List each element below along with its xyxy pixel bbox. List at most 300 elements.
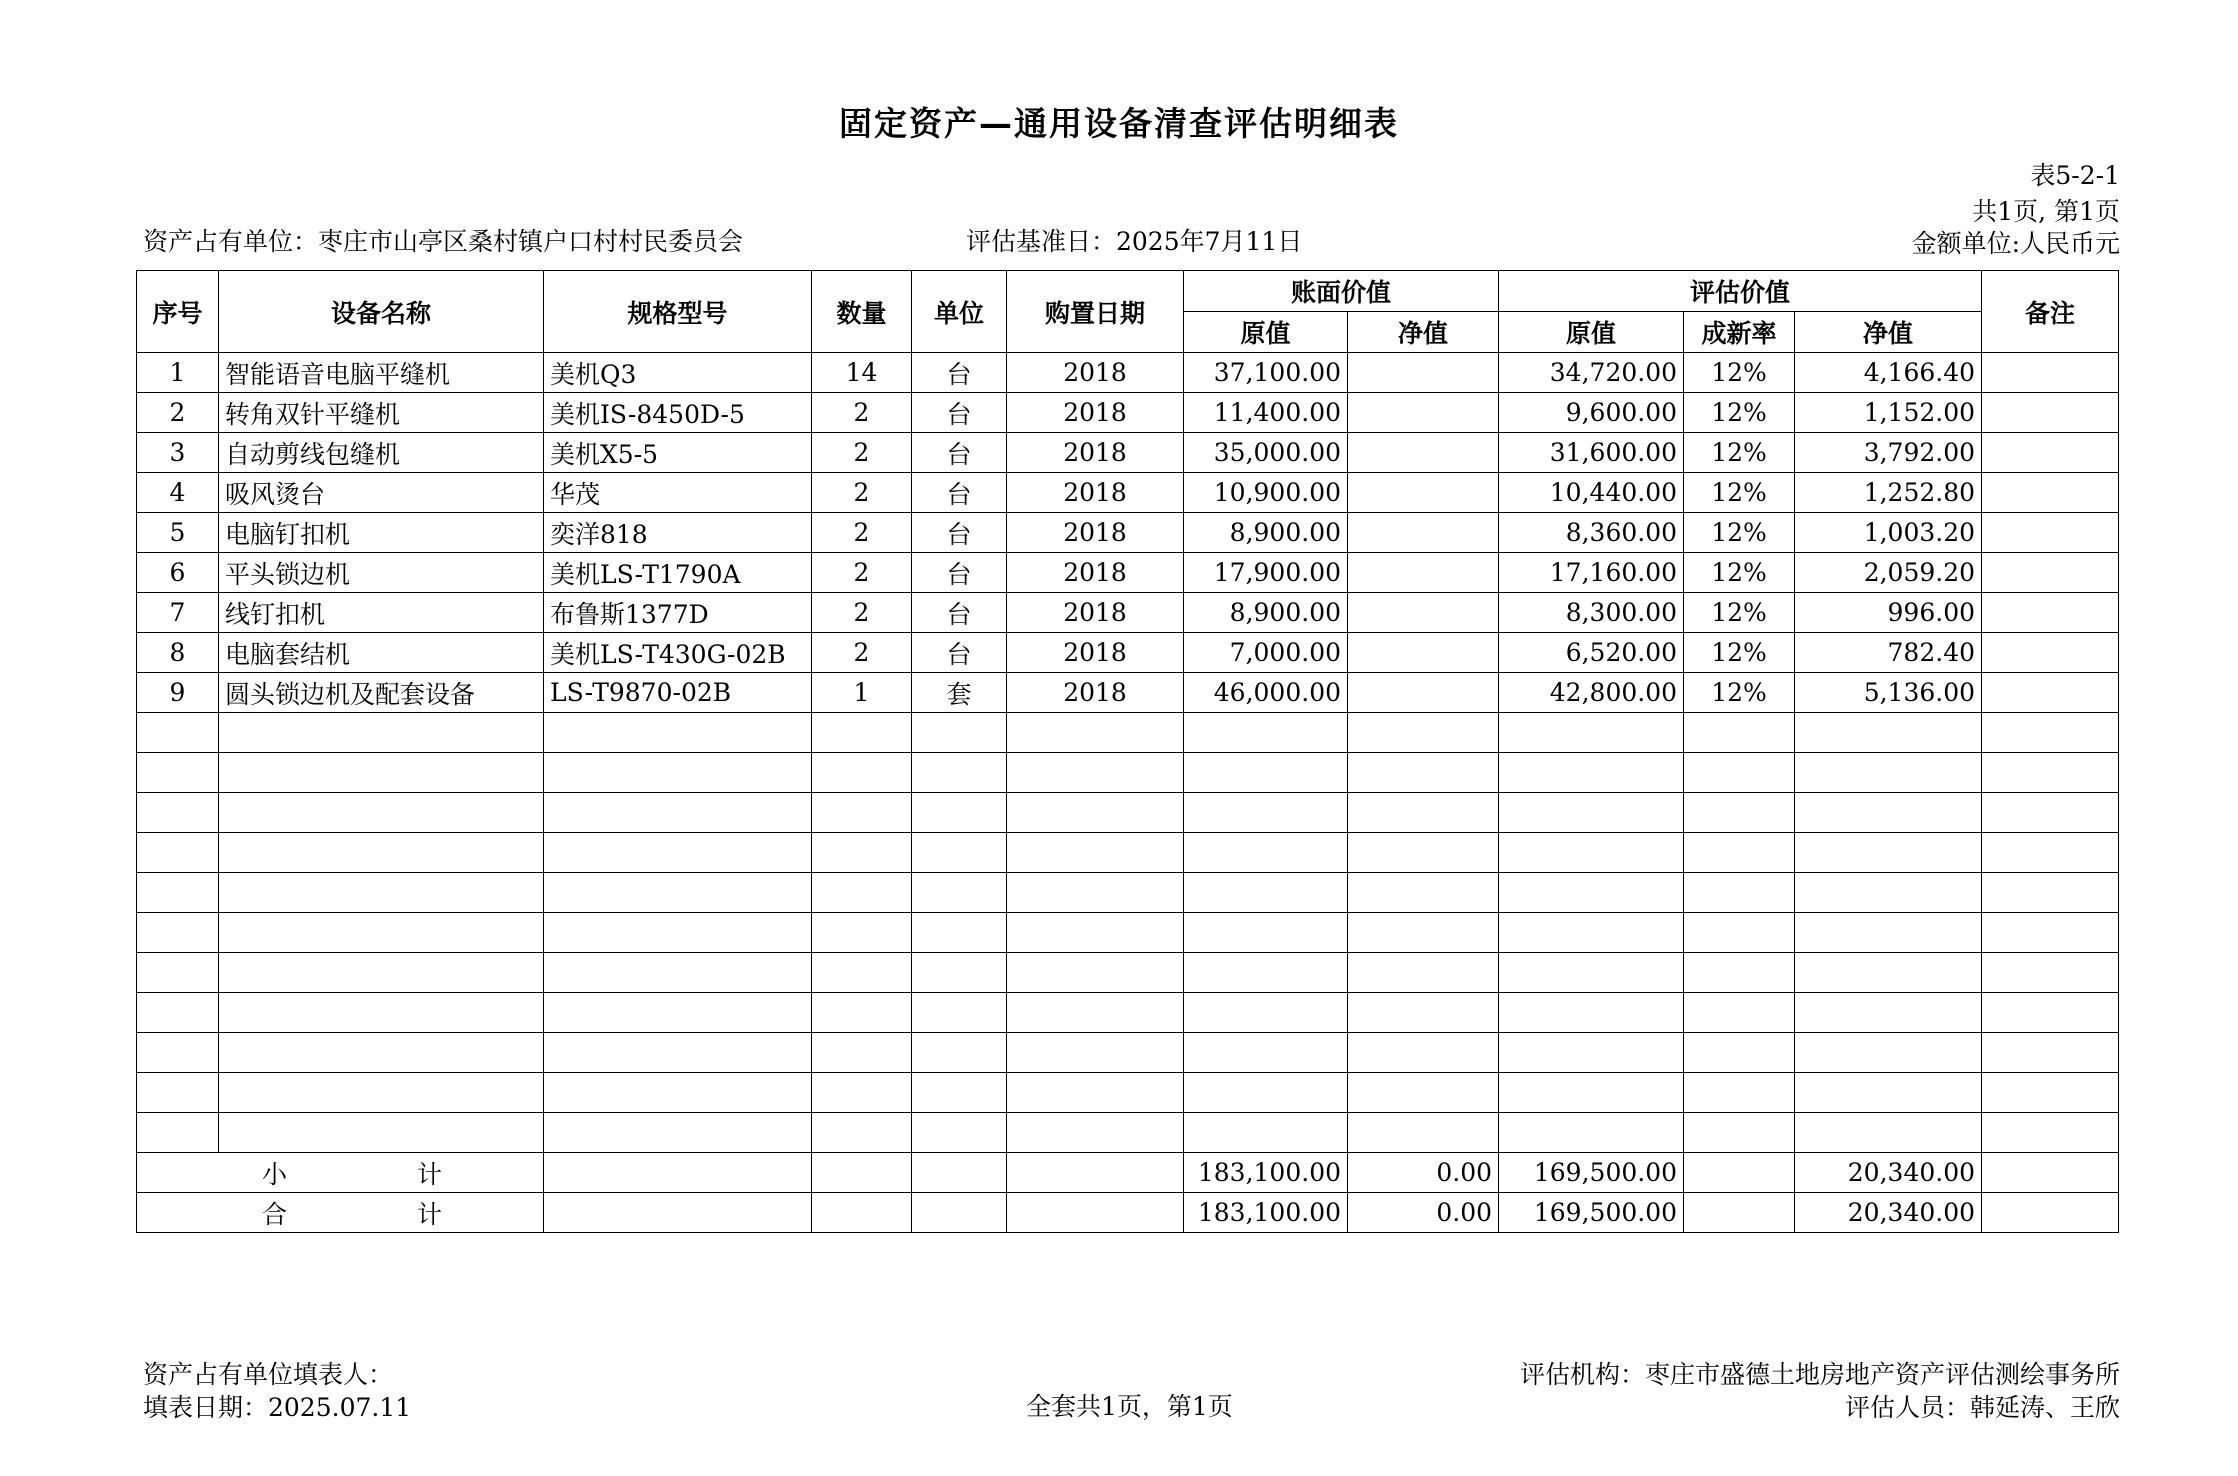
header-qty: 数量 xyxy=(812,271,912,353)
cell-book-net xyxy=(1348,353,1499,393)
cell-name xyxy=(219,1113,544,1153)
cell-date xyxy=(1007,713,1184,753)
cell-unit: 台 xyxy=(912,553,1007,593)
cell-rate xyxy=(1684,833,1795,873)
table-row xyxy=(137,593,2119,633)
cell-eval-net: 3,792.00 xyxy=(1795,433,1982,473)
cell-name: 自动剪线包缝机 xyxy=(219,433,544,473)
cell-qty xyxy=(812,993,912,1033)
cell-remark xyxy=(1982,513,2119,553)
cell-book-net xyxy=(1348,673,1499,713)
cell-name: 智能语音电脑平缝机 xyxy=(219,353,544,393)
total-remark xyxy=(1982,1193,2119,1233)
cell-seq xyxy=(137,913,219,953)
subtotal-label-b: 计 xyxy=(416,1159,442,1189)
cell-rate: 12% xyxy=(1684,433,1795,473)
cell-model: 奕洋818 xyxy=(544,513,812,553)
cell-rate xyxy=(1684,993,1795,1033)
cell-qty: 2 xyxy=(812,473,912,513)
cell-remark xyxy=(1982,1033,2119,1073)
header-purchase-date: 购置日期 xyxy=(1007,271,1184,353)
cell-unit xyxy=(912,913,1007,953)
total-label-a: 合 xyxy=(262,1199,288,1229)
cell-eval-net: 1,252.80 xyxy=(1795,473,1982,513)
cell-eval-original: 34,720.00 xyxy=(1499,353,1684,393)
cell-unit xyxy=(912,953,1007,993)
subtotal-date xyxy=(1007,1153,1184,1193)
cell-qty xyxy=(812,753,912,793)
cell-date xyxy=(1007,833,1184,873)
cell-seq xyxy=(137,1113,219,1153)
cell-qty: 1 xyxy=(812,673,912,713)
subtotal-remark xyxy=(1982,1153,2119,1193)
cell-eval-original: 8,300.00 xyxy=(1499,593,1684,633)
cell-qty: 2 xyxy=(812,553,912,593)
total-date xyxy=(1007,1193,1184,1233)
cell-remark xyxy=(1982,433,2119,473)
cell-model xyxy=(544,1033,812,1073)
cell-eval-original xyxy=(1499,1113,1684,1153)
cell-remark xyxy=(1982,833,2119,873)
page-title: 固定资产—通用设备清查评估明细表 xyxy=(839,104,1399,143)
cell-model xyxy=(544,993,812,1033)
cell-rate: 12% xyxy=(1684,553,1795,593)
cell-unit: 台 xyxy=(912,593,1007,633)
cell-model xyxy=(544,953,812,993)
cell-date: 2018 xyxy=(1007,473,1184,513)
cell-book-original xyxy=(1184,953,1348,993)
cell-eval-original: 31,600.00 xyxy=(1499,433,1684,473)
cell-qty: 2 xyxy=(812,393,912,433)
cell-book-net xyxy=(1348,953,1499,993)
total-row xyxy=(137,1193,2119,1233)
cell-qty: 2 xyxy=(812,433,912,473)
cell-book-original: 8,900.00 xyxy=(1184,513,1348,553)
cell-book-original xyxy=(1184,753,1348,793)
cell-seq: 3 xyxy=(137,433,219,473)
cell-book-net xyxy=(1348,913,1499,953)
cell-book-original xyxy=(1184,913,1348,953)
cell-unit: 台 xyxy=(912,353,1007,393)
cell-unit xyxy=(912,1113,1007,1153)
cell-seq: 9 xyxy=(137,673,219,713)
table-row-empty xyxy=(137,953,2119,993)
cell-eval-net xyxy=(1795,993,1982,1033)
header-book-original: 原值 xyxy=(1184,312,1348,353)
cell-eval-original xyxy=(1499,993,1684,1033)
cell-rate: 12% xyxy=(1684,393,1795,433)
total-label xyxy=(137,1193,544,1233)
cell-model xyxy=(544,713,812,753)
base-date: 评估基准日：2025年7月11日 xyxy=(966,227,1303,256)
cell-rate: 12% xyxy=(1684,473,1795,513)
cell-eval-net xyxy=(1795,913,1982,953)
cell-seq xyxy=(137,793,219,833)
table-row xyxy=(137,513,2119,553)
cell-qty: 2 xyxy=(812,593,912,633)
cell-model: 美机LS-T1790A xyxy=(544,553,812,593)
table-body xyxy=(137,353,2119,1153)
cell-remark xyxy=(1982,953,2119,993)
cell-date: 2018 xyxy=(1007,633,1184,673)
cell-eval-original xyxy=(1499,753,1684,793)
cell-date xyxy=(1007,993,1184,1033)
cell-remark xyxy=(1982,713,2119,753)
cell-qty: 2 xyxy=(812,513,912,553)
header-row-top xyxy=(137,271,2119,312)
cell-remark xyxy=(1982,393,2119,433)
cell-date: 2018 xyxy=(1007,433,1184,473)
cell-rate xyxy=(1684,1113,1795,1153)
asset-table xyxy=(136,270,2119,1233)
fill-date-text: 填表日期：2025.07.11 xyxy=(143,1393,412,1422)
filler-label: 资产占有单位填表人： xyxy=(143,1360,394,1389)
total-book-original: 183,100.00 xyxy=(1184,1193,1348,1233)
set-pages: 全套共1页，第1页 xyxy=(1026,1392,1233,1421)
table-row xyxy=(137,673,2119,713)
cell-date xyxy=(1007,793,1184,833)
header-book-value: 账面价值 xyxy=(1184,271,1499,312)
cell-seq: 5 xyxy=(137,513,219,553)
header-model: 规格型号 xyxy=(544,271,812,353)
cell-eval-net xyxy=(1795,953,1982,993)
cell-model: 美机X5-5 xyxy=(544,433,812,473)
cell-name xyxy=(219,1073,544,1113)
cell-remark xyxy=(1982,913,2119,953)
cell-name: 转角双针平缝机 xyxy=(219,393,544,433)
header-remark: 备注 xyxy=(1982,271,2119,353)
cell-eval-net xyxy=(1795,713,1982,753)
cell-book-net xyxy=(1348,593,1499,633)
subtotal-qty xyxy=(812,1153,912,1193)
cell-rate: 12% xyxy=(1684,593,1795,633)
cell-eval-original xyxy=(1499,953,1684,993)
subtotal-row xyxy=(137,1153,2119,1193)
cell-remark xyxy=(1982,673,2119,713)
cell-book-net xyxy=(1348,833,1499,873)
cell-name: 电脑钉扣机 xyxy=(219,513,544,553)
cell-seq xyxy=(137,833,219,873)
cell-model: 布鲁斯1377D xyxy=(544,593,812,633)
cell-name: 线钉扣机 xyxy=(219,593,544,633)
total-model xyxy=(544,1193,812,1233)
cell-unit xyxy=(912,1073,1007,1113)
header-book-net: 净值 xyxy=(1348,312,1499,353)
table-row xyxy=(137,393,2119,433)
table-row-empty xyxy=(137,793,2119,833)
cell-seq xyxy=(137,1073,219,1113)
subtotal-eval-net: 20,340.00 xyxy=(1795,1153,1982,1193)
total-eval-net: 20,340.00 xyxy=(1795,1193,1982,1233)
cell-book-net xyxy=(1348,473,1499,513)
cell-eval-net: 1,003.20 xyxy=(1795,513,1982,553)
cell-name xyxy=(219,913,544,953)
cell-seq xyxy=(137,713,219,753)
cell-eval-original: 42,800.00 xyxy=(1499,673,1684,713)
total-eval-original: 169,500.00 xyxy=(1499,1193,1684,1233)
cell-seq xyxy=(137,993,219,1033)
table-row-empty xyxy=(137,753,2119,793)
cell-remark xyxy=(1982,553,2119,593)
table-row-empty xyxy=(137,833,2119,873)
currency-unit: 金额单位:人民币元 xyxy=(1911,229,2120,258)
cell-eval-original xyxy=(1499,873,1684,913)
cell-rate xyxy=(1684,713,1795,753)
cell-name: 平头锁边机 xyxy=(219,553,544,593)
cell-qty xyxy=(812,793,912,833)
cell-name xyxy=(219,953,544,993)
table-row-empty xyxy=(137,713,2119,753)
cell-name xyxy=(219,713,544,753)
cell-book-net xyxy=(1348,1033,1499,1073)
cell-book-net xyxy=(1348,1113,1499,1153)
cell-qty xyxy=(812,1113,912,1153)
cell-model: 美机LS-T430G-02B xyxy=(544,633,812,673)
cell-model xyxy=(544,873,812,913)
cell-book-original: 11,400.00 xyxy=(1184,393,1348,433)
cell-book-net xyxy=(1348,513,1499,553)
cell-name xyxy=(219,793,544,833)
cell-date: 2018 xyxy=(1007,553,1184,593)
header-unit: 单位 xyxy=(912,271,1007,353)
cell-rate xyxy=(1684,873,1795,913)
cell-book-net xyxy=(1348,553,1499,593)
cell-qty xyxy=(812,913,912,953)
cell-book-original: 7,000.00 xyxy=(1184,633,1348,673)
cell-remark xyxy=(1982,473,2119,513)
cell-date: 2018 xyxy=(1007,353,1184,393)
total-label-b: 计 xyxy=(416,1199,442,1229)
cell-name xyxy=(219,873,544,913)
cell-unit: 台 xyxy=(912,473,1007,513)
subtotal-rate xyxy=(1684,1153,1795,1193)
cell-book-original: 10,900.00 xyxy=(1184,473,1348,513)
total-qty xyxy=(812,1193,912,1233)
cell-seq xyxy=(137,873,219,913)
cell-book-original xyxy=(1184,1033,1348,1073)
total-book-net: 0.00 xyxy=(1348,1193,1499,1233)
subtotal-unit xyxy=(912,1153,1007,1193)
table-row-empty xyxy=(137,1113,2119,1153)
cell-book-net xyxy=(1348,873,1499,913)
cell-name xyxy=(219,753,544,793)
cell-remark xyxy=(1982,353,2119,393)
subtotal-model xyxy=(544,1153,812,1193)
cell-eval-net xyxy=(1795,873,1982,913)
cell-eval-original: 6,520.00 xyxy=(1499,633,1684,673)
table-row-empty xyxy=(137,993,2119,1033)
cell-rate: 12% xyxy=(1684,673,1795,713)
cell-book-original xyxy=(1184,993,1348,1033)
cell-book-original xyxy=(1184,1073,1348,1113)
table-row-empty xyxy=(137,913,2119,953)
cell-unit: 台 xyxy=(912,513,1007,553)
cell-rate xyxy=(1684,1073,1795,1113)
cell-remark xyxy=(1982,793,2119,833)
cell-eval-original: 17,160.00 xyxy=(1499,553,1684,593)
cell-eval-net xyxy=(1795,1113,1982,1153)
cell-eval-original xyxy=(1499,713,1684,753)
cell-unit xyxy=(912,993,1007,1033)
cell-seq: 7 xyxy=(137,593,219,633)
cell-rate: 12% xyxy=(1684,633,1795,673)
cell-rate: 12% xyxy=(1684,353,1795,393)
cell-model xyxy=(544,1073,812,1113)
cell-unit: 台 xyxy=(912,393,1007,433)
cell-eval-net: 782.40 xyxy=(1795,633,1982,673)
table-row-empty xyxy=(137,1033,2119,1073)
cell-date: 2018 xyxy=(1007,673,1184,713)
table-row-empty xyxy=(137,1073,2119,1113)
cell-book-original xyxy=(1184,873,1348,913)
cell-unit xyxy=(912,1033,1007,1073)
cell-qty xyxy=(812,953,912,993)
cell-eval-net xyxy=(1795,753,1982,793)
cell-book-net xyxy=(1348,753,1499,793)
table-number: 表5-2-1 xyxy=(2030,161,2120,190)
cell-model: 华茂 xyxy=(544,473,812,513)
cell-remark xyxy=(1982,753,2119,793)
header-eval-net: 净值 xyxy=(1795,312,1982,353)
cell-eval-original xyxy=(1499,913,1684,953)
agency-label: 评估机构：枣庄市盛德土地房地产资产评估测绘事务所 xyxy=(1519,1360,2120,1389)
cell-seq xyxy=(137,753,219,793)
cell-name xyxy=(219,1033,544,1073)
cell-eval-original: 8,360.00 xyxy=(1499,513,1684,553)
cell-unit xyxy=(912,793,1007,833)
total-unit xyxy=(912,1193,1007,1233)
cell-eval-net: 4,166.40 xyxy=(1795,353,1982,393)
table-row xyxy=(137,353,2119,393)
cell-book-net xyxy=(1348,1073,1499,1113)
cell-rate xyxy=(1684,1033,1795,1073)
header-eval-original: 原值 xyxy=(1499,312,1684,353)
cell-rate xyxy=(1684,953,1795,993)
cell-date xyxy=(1007,913,1184,953)
cell-rate xyxy=(1684,793,1795,833)
cell-model xyxy=(544,833,812,873)
cell-remark xyxy=(1982,593,2119,633)
cell-book-net xyxy=(1348,713,1499,753)
cell-date: 2018 xyxy=(1007,393,1184,433)
header-seq: 序号 xyxy=(137,271,219,353)
cell-model: 美机IS-8450D-5 xyxy=(544,393,812,433)
cell-model: 美机Q3 xyxy=(544,353,812,393)
cell-eval-original xyxy=(1499,793,1684,833)
cell-eval-net: 1,152.00 xyxy=(1795,393,1982,433)
cell-rate xyxy=(1684,913,1795,953)
cell-model xyxy=(544,793,812,833)
cell-eval-net xyxy=(1795,833,1982,873)
cell-eval-net xyxy=(1795,1033,1982,1073)
cell-model xyxy=(544,753,812,793)
cell-date xyxy=(1007,953,1184,993)
cell-seq: 1 xyxy=(137,353,219,393)
cell-remark xyxy=(1982,873,2119,913)
cell-remark xyxy=(1982,993,2119,1033)
cell-book-original xyxy=(1184,793,1348,833)
cell-name xyxy=(219,833,544,873)
cell-rate xyxy=(1684,753,1795,793)
total-rate xyxy=(1684,1193,1795,1233)
owner-unit: 资产占有单位：枣庄市山亭区桑村镇户口村村民委员会 xyxy=(143,227,744,256)
table-row xyxy=(137,473,2119,513)
cell-unit xyxy=(912,873,1007,913)
cell-eval-net xyxy=(1795,793,1982,833)
cell-seq: 6 xyxy=(137,553,219,593)
cell-seq: 4 xyxy=(137,473,219,513)
table-row-empty xyxy=(137,873,2119,913)
cell-book-net xyxy=(1348,993,1499,1033)
header-name: 设备名称 xyxy=(219,271,544,353)
cell-unit xyxy=(912,713,1007,753)
cell-date xyxy=(1007,1113,1184,1153)
cell-eval-net xyxy=(1795,1073,1982,1113)
cell-date xyxy=(1007,1073,1184,1113)
table-row xyxy=(137,553,2119,593)
cell-book-original: 46,000.00 xyxy=(1184,673,1348,713)
cell-remark xyxy=(1982,1113,2119,1153)
cell-eval-net: 5,136.00 xyxy=(1795,673,1982,713)
appraisers-label: 评估人员：韩延涛、王欣 xyxy=(1844,1393,2120,1422)
cell-book-net xyxy=(1348,433,1499,473)
cell-date xyxy=(1007,873,1184,913)
cell-seq xyxy=(137,953,219,993)
subtotal-eval-original: 169,500.00 xyxy=(1499,1153,1684,1193)
table-row xyxy=(137,433,2119,473)
cell-eval-original xyxy=(1499,833,1684,873)
cell-date xyxy=(1007,1033,1184,1073)
cell-book-original xyxy=(1184,833,1348,873)
cell-book-original: 8,900.00 xyxy=(1184,593,1348,633)
cell-name: 电脑套结机 xyxy=(219,633,544,673)
cell-qty xyxy=(812,1033,912,1073)
cell-eval-original xyxy=(1499,1033,1684,1073)
cell-qty xyxy=(812,713,912,753)
cell-unit: 台 xyxy=(912,433,1007,473)
cell-model xyxy=(544,913,812,953)
table-row xyxy=(137,633,2119,673)
header-eval-rate: 成新率 xyxy=(1684,312,1795,353)
header-eval-value: 评估价值 xyxy=(1499,271,1982,312)
cell-remark xyxy=(1982,1073,2119,1113)
cell-qty: 2 xyxy=(812,633,912,673)
cell-model xyxy=(544,1113,812,1153)
cell-eval-original xyxy=(1499,1073,1684,1113)
cell-qty xyxy=(812,833,912,873)
cell-book-original: 37,100.00 xyxy=(1184,353,1348,393)
page-info: 共1页, 第1页 xyxy=(1972,197,2120,226)
cell-qty: 14 xyxy=(812,353,912,393)
cell-name: 吸风烫台 xyxy=(219,473,544,513)
subtotal-label xyxy=(137,1153,544,1193)
cell-eval-net: 996.00 xyxy=(1795,593,1982,633)
cell-date: 2018 xyxy=(1007,593,1184,633)
fill-date xyxy=(143,1388,411,1424)
cell-date xyxy=(1007,753,1184,793)
cell-rate: 12% xyxy=(1684,513,1795,553)
cell-book-net xyxy=(1348,393,1499,433)
cell-book-net xyxy=(1348,633,1499,673)
cell-book-original xyxy=(1184,713,1348,753)
subtotal-book-original: 183,100.00 xyxy=(1184,1153,1348,1193)
cell-unit xyxy=(912,753,1007,793)
cell-seq: 2 xyxy=(137,393,219,433)
cell-unit: 套 xyxy=(912,673,1007,713)
cell-book-original: 17,900.00 xyxy=(1184,553,1348,593)
cell-eval-original: 10,440.00 xyxy=(1499,473,1684,513)
cell-seq: 8 xyxy=(137,633,219,673)
